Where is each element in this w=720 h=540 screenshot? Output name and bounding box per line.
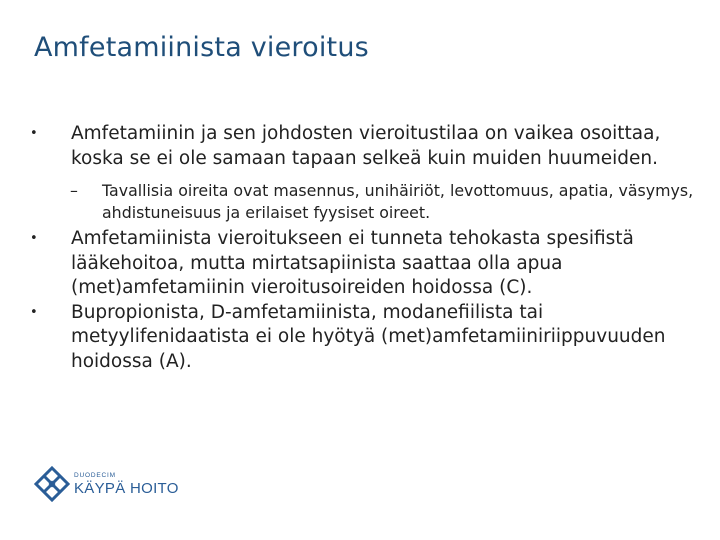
bullet-item	[30, 227, 700, 301]
bullet-text: Bupropionista, D-amfetamiinista, modanefiilista tai metyylifenidaatista ei ole hyötyä (met)amfetamiiniriippuvuuden hoidossa (A).	[71, 301, 666, 372]
bullet-text: Amfetamiinin ja sen johdosten vieroitustilaa on vaikea osoittaa, koska se ei ole samaan tapaan selkeä kuin muiden huumeiden.	[71, 123, 661, 169]
bullet-marker: •	[30, 126, 38, 141]
sub-bullet-text: Tavallisia oireita ovat masennus, unihäiriöt, levottomuus, apatia, väsymys, ahdistuneisuus ja erilaiset fyysiset oireet.	[102, 181, 694, 222]
kaypa-hoito-logo	[34, 466, 179, 502]
bullet-marker: •	[30, 231, 38, 246]
slide-title: Amfetamiinista vieroitus	[34, 32, 369, 63]
sub-bullet-marker: –	[70, 181, 78, 200]
bullet-item	[30, 122, 700, 171]
slide-content	[30, 122, 700, 374]
sub-bullet-item	[70, 180, 700, 223]
logo-small-text: DUODECIM	[74, 471, 116, 479]
bullet-item	[30, 301, 700, 375]
logo-big-text: KÄYPÄ HOITO	[74, 479, 179, 497]
bullet-marker: •	[30, 304, 38, 320]
bullet-text: Amfetamiinista vieroitukseen ei tunneta tehokasta spesifistä lääkehoitoa, mutta mirtatsapiinista saattaa olla apua (met)amfetamiinin vieroitusoireiden hoidossa (C).	[71, 228, 634, 298]
diamond-lattice-icon	[34, 466, 70, 502]
